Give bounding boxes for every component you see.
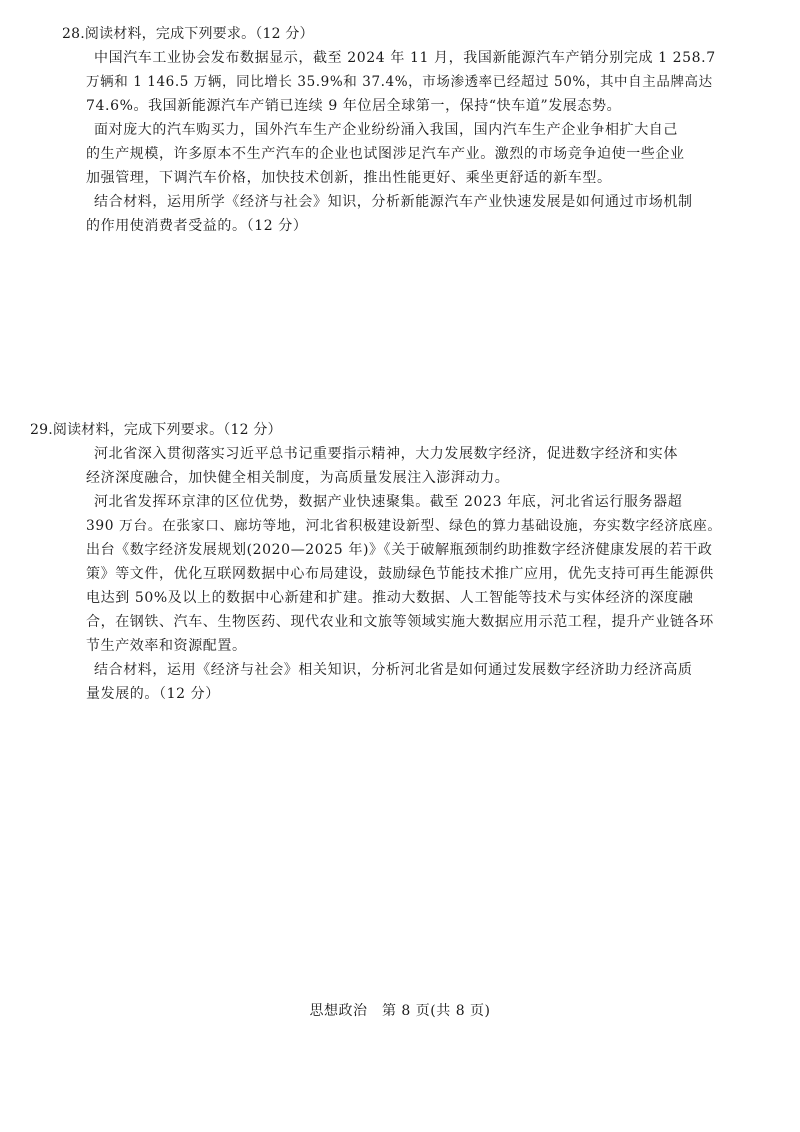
question-28 — [62, 22, 722, 238]
q28-line-3: 74.6%。我国新能源汽车产销已连续 9 年位居全球第一，保持“快车道”发展态势。 — [86, 98, 622, 114]
q28-line-1: 中国汽车工业协会发布数据显示，截至 2024 年 11 月，我国新能源汽车产销分别完成 1 258.7 — [94, 50, 716, 66]
q28-task-line-2: 的作用使消费者受益的。（12 分） — [86, 218, 308, 234]
q29-task-line-1: 结合材料，运用《经济与社会》相关知识，分析河北省是如何通过发展数字经济助力经济高质 — [94, 662, 693, 678]
q29-line-5: 出台《数字经济发展规划(2020—2025 年)》《关于破解瓶颈制约助推数字经济健康发展的若干政 — [86, 542, 713, 558]
q29-line-2: 经济深度融合，加快健全相关制度，为高质量发展注入澎湃动力。 — [86, 470, 510, 486]
q28-line-6: 加强管理，下调汽车价格，加快技术创新，推出性能更好、乘坐更舒适的新车型。 — [86, 170, 612, 186]
page-footer: 思想政治 第 8 页(共 8 页) — [309, 1003, 491, 1019]
question-28-heading: 28.阅读材料，完成下列要求。（12 分） — [62, 26, 314, 42]
q29-line-8: 合，在钢铁、汽车、生物医药、现代农业和文旅等领域实施大数据应用示范工程，提升产业链各环 — [86, 614, 714, 630]
q28-line-2: 万辆和 1 146.5 万辆，同比增长 35.9%和 37.4%，市场渗透率已经超过 50%，其中自主品牌高达 — [86, 74, 713, 90]
q28-line-4: 面对庞大的汽车购买力，国外汽车生产企业纷纷涌入我国，国内汽车生产企业争相扩大自己 — [94, 122, 678, 138]
question-28-material — [62, 46, 722, 238]
q29-line-1: 河北省深入贯彻落实习近平总书记重要指示精神，大力发展数字经济，促进数字经济和实体 — [94, 446, 678, 462]
q29-line-6: 策》等文件，优化互联网数据中心布局建设，鼓励绿色节能技术推广应用，优先支持可再生能源供 — [86, 566, 714, 582]
q28-task-line-1: 结合材料，运用所学《经济与社会》知识，分析新能源汽车产业快速发展是如何通过市场机制 — [94, 194, 693, 210]
q29-line-7: 电达到 50%及以上的数据中心新建和扩建。推动大数据、人工智能等技术与实体经济的深度融 — [86, 590, 694, 606]
q28-line-5: 的生产规模，许多原本不生产汽车的企业也试图涉足汽车产业。激烈的市场竞争迫使一些企业 — [86, 146, 685, 162]
question-29-heading: 29.阅读材料，完成下列要求。（12 分） — [30, 422, 282, 438]
question-29-material — [62, 442, 722, 706]
q29-line-9: 节生产效率和资源配置。 — [86, 638, 247, 654]
q29-line-4: 390 万台。在张家口、廊坊等地，河北省积极建设新型、绿色的算力基础设施，夯实数字经济底座。 — [86, 518, 722, 534]
question-29 — [30, 418, 722, 706]
q29-task-line-2: 量发展的。（12 分） — [86, 686, 220, 702]
q29-line-3: 河北省发挥环京津的区位优势，数据产业快速聚集。截至 2023 年底，河北省运行服务器超 — [94, 494, 683, 510]
